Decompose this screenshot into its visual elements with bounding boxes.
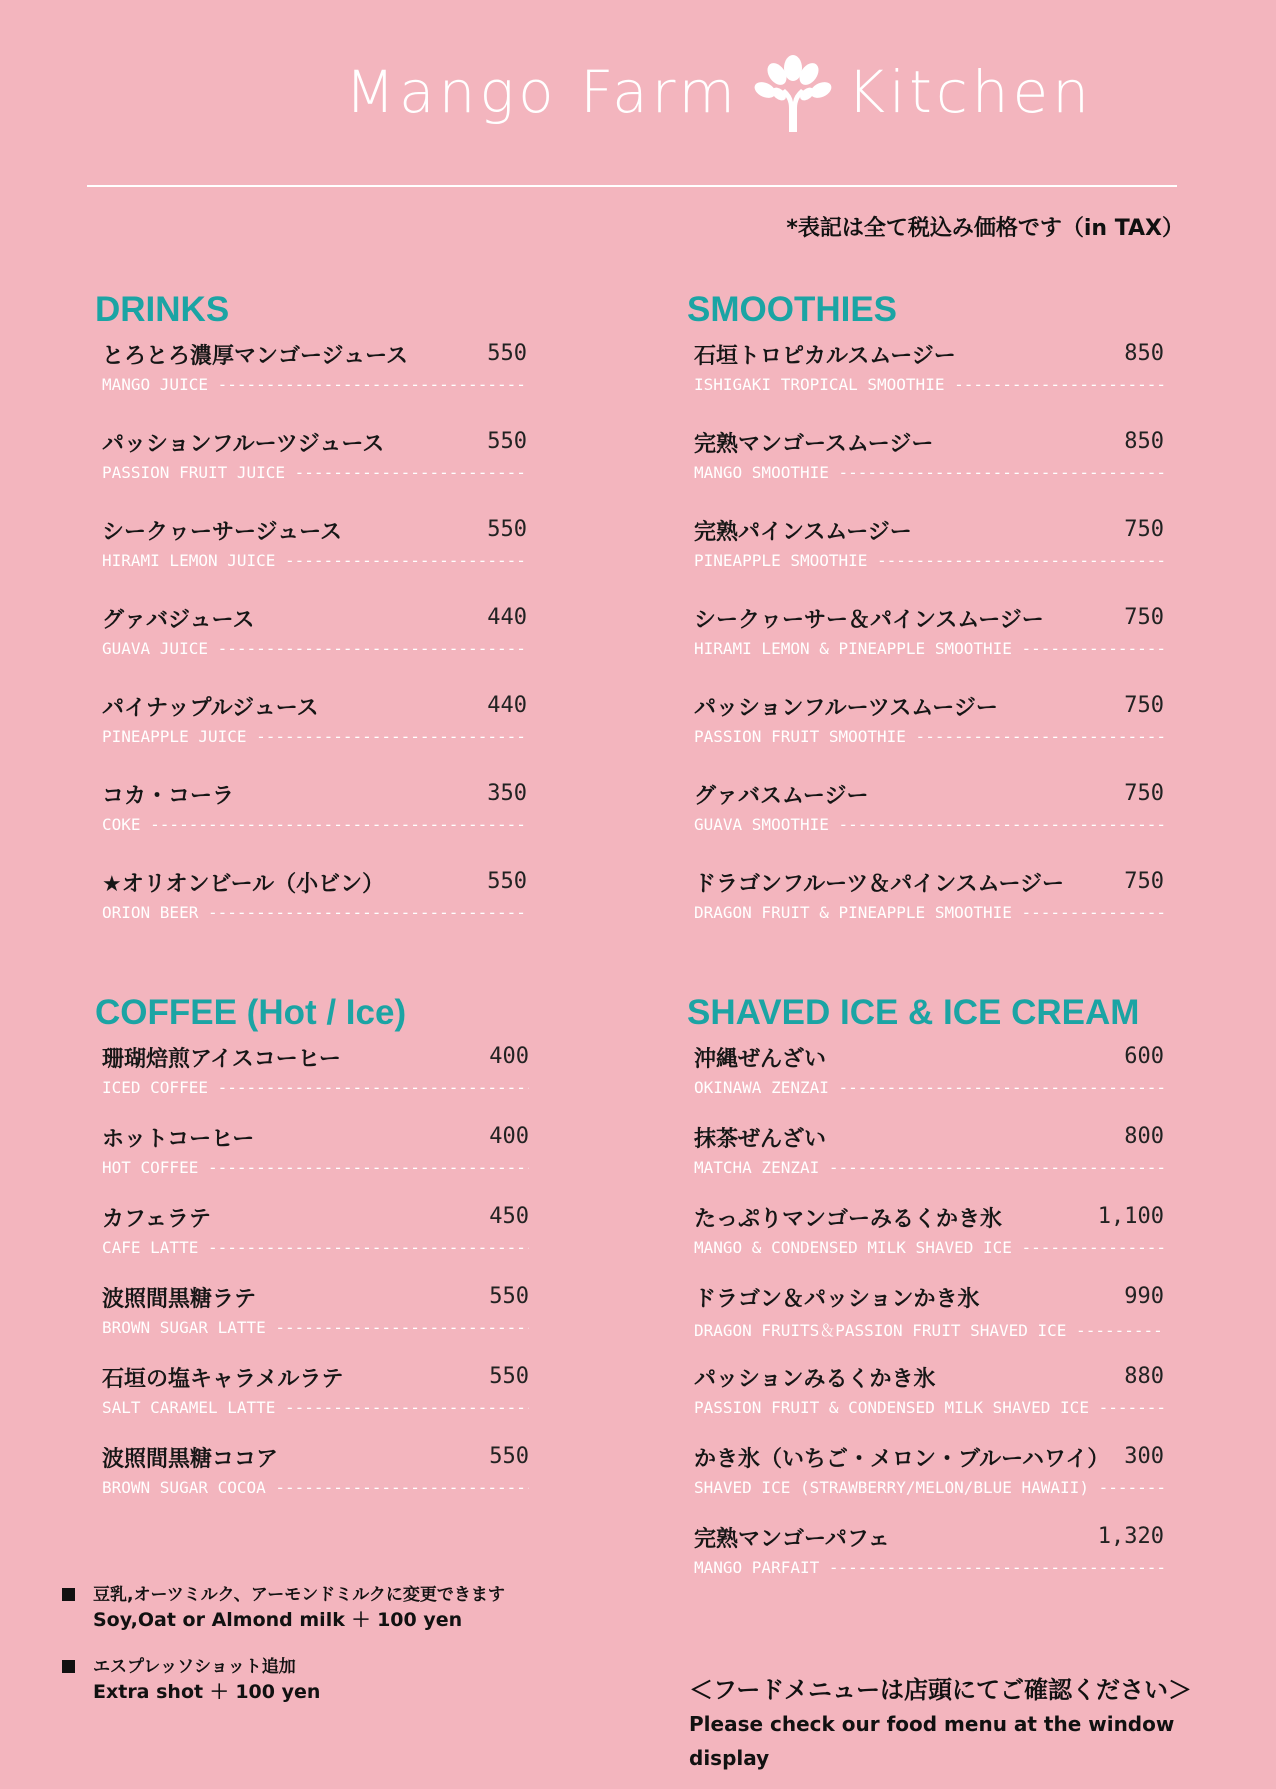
item-name-en: GUAVA SMOOTHIE ----- (694, 815, 1164, 834)
menu-item (95, 421, 527, 509)
note-item (62, 1583, 622, 1633)
menu-item (687, 861, 1164, 949)
menu-item (95, 861, 527, 949)
brand-logo (345, 52, 1177, 132)
item-price: 550 (487, 341, 527, 366)
square-bullet-icon (62, 1660, 75, 1673)
menu-item (687, 1356, 1164, 1436)
note-item (62, 1655, 622, 1705)
item-name-jp: ドラゴンフルーツ＆パインスムージー (694, 872, 1065, 897)
item-name-en: PINEAPPLE SMOOTHIE ----- (694, 551, 1164, 570)
item-name-en: ICED COFFEE ----- (102, 1078, 529, 1097)
item-name-jp: 石垣トロピカルスムージー (694, 344, 956, 369)
shaved-ice-section (687, 990, 1164, 1596)
item-name-jp: シークヮーサー＆パインスムージー (694, 608, 1044, 633)
item-name-en: ORION BEER ----- (102, 903, 527, 922)
item-name-jp: パッションフルーツスムージー (694, 696, 998, 721)
item-price: 400 (489, 1124, 529, 1149)
item-name-en: BROWN SUGAR LATTE ----- (102, 1318, 529, 1337)
item-price: 750 (1124, 693, 1164, 718)
menu-item (687, 1516, 1164, 1596)
section-title: SHAVED ICE & ICE CREAM (687, 993, 1140, 1032)
item-name-en: MANGO & CONDENSED MILK SHAVED ICE ----- (694, 1238, 1164, 1257)
item-price: 440 (487, 605, 527, 630)
item-name-en: PASSION FRUIT JUICE ----- (102, 463, 527, 482)
item-price: 750 (1124, 869, 1164, 894)
item-name-en: ISHIGAKI TROPICAL SMOOTHIE ----- (694, 375, 1164, 394)
menu-item (687, 1116, 1164, 1196)
note-jp: エスプレッソショット追加 (93, 1657, 296, 1677)
menu-item (95, 1196, 529, 1276)
item-price: 300 (1124, 1444, 1164, 1469)
item-price: 450 (489, 1204, 529, 1229)
item-name-jp: 完熟パインスムージー (694, 520, 912, 545)
item-name-jp: 完熟マンゴースムージー (694, 432, 934, 457)
item-name-en: HIRAMI LEMON JUICE ----- (102, 551, 527, 570)
item-price: 750 (1124, 781, 1164, 806)
item-price: 350 (487, 781, 527, 806)
item-name-en: PASSION FRUIT & CONDENSED MILK SHAVED ICE ----- (694, 1398, 1164, 1417)
item-price: 400 (489, 1044, 529, 1069)
menu-item (95, 509, 527, 597)
square-bullet-icon (62, 1588, 75, 1601)
item-price: 750 (1124, 605, 1164, 630)
item-name-en: MANGO JUICE ----- (102, 375, 527, 394)
item-price: 990 (1124, 1284, 1164, 1309)
item-name-jp: シークヮーサージュース (102, 520, 343, 545)
menu-item (95, 597, 527, 685)
section-title: DRINKS (95, 290, 230, 329)
item-name-en: SHAVED ICE (STRAWBERRY/MELON/BLUE HAWAII) ----- (694, 1478, 1164, 1497)
menu-item (687, 597, 1164, 685)
menu-item (687, 1196, 1164, 1276)
item-name-jp: パッションフルーツジュース (102, 432, 385, 457)
item-name-en: BROWN SUGAR COCOA ----- (102, 1478, 529, 1497)
tree-icon (745, 52, 841, 132)
item-price: 550 (487, 869, 527, 894)
item-name-jp: パッションみるくかき氷 (694, 1367, 936, 1392)
item-name-jp: 完熟マンゴーパフェ (694, 1527, 890, 1552)
header-divider (87, 185, 1177, 187)
menu-item (687, 1036, 1164, 1116)
item-price: 800 (1124, 1124, 1164, 1149)
item-name-jp: 抹茶ぜんざい (694, 1127, 827, 1152)
menu-item (687, 1436, 1164, 1516)
item-name-jp: とろとろ濃厚マンゴージュース (102, 344, 409, 369)
menu-item (95, 1356, 529, 1436)
menu-list (95, 333, 527, 949)
menu-item (95, 1276, 529, 1356)
food-menu-note (689, 1673, 1249, 1775)
note-en: Extra shot ＋ 100 yen (93, 1681, 321, 1703)
tax-note: *表記は全て税込み価格です（in TAX） (786, 216, 1184, 241)
item-name-jp: コカ・コーラ (102, 784, 235, 809)
menu-item (687, 509, 1164, 597)
item-price: 550 (489, 1364, 529, 1389)
item-name-en: MANGO PARFAIT ----- (694, 1558, 1164, 1577)
item-name-en: HOT COFFEE ----- (102, 1158, 529, 1177)
item-price: 550 (487, 429, 527, 454)
brand-name-left: Mango Farm (345, 58, 739, 126)
item-name-jp: パイナップルジュース (102, 696, 319, 721)
note-en: Soy,Oat or Almond milk ＋ 100 yen (93, 1609, 463, 1631)
item-name-en: OKINAWA ZENZAI ----- (694, 1078, 1164, 1097)
item-name-jp: ドラゴン＆パッションかき氷 (694, 1287, 980, 1312)
section-title: SMOOTHIES (687, 290, 898, 329)
item-price: 750 (1124, 517, 1164, 542)
item-name-jp: ホットコーヒー (102, 1127, 255, 1152)
item-name-en: MATCHA ZENZAI ----- (694, 1158, 1164, 1177)
coffee-notes (62, 1583, 622, 1727)
menu-item (95, 1116, 529, 1196)
item-price: 440 (487, 693, 527, 718)
food-menu-jp: ＜フードメニューは店頭にてご確認ください＞ (689, 1676, 1193, 1704)
item-name-en: MANGO SMOOTHIE ----- (694, 463, 1164, 482)
item-price: 1,320 (1097, 1524, 1164, 1549)
menu-item (687, 333, 1164, 421)
menu-item (687, 685, 1164, 773)
item-name-en: SALT CARAMEL LATTE ----- (102, 1398, 529, 1417)
item-name-en: GUAVA JUICE ----- (102, 639, 527, 658)
menu-item (95, 773, 527, 861)
item-name-jp: 波照間黒糖ラテ (102, 1287, 257, 1312)
menu-item (687, 773, 1164, 861)
smoothies-section (687, 287, 1164, 949)
item-price: 1,100 (1097, 1204, 1164, 1229)
menu-item (687, 1276, 1164, 1356)
menu-item (95, 685, 527, 773)
item-price: 850 (1124, 429, 1164, 454)
coffee-section (95, 990, 529, 1516)
item-name-jp: カフェラテ (102, 1207, 211, 1232)
section-title: COFFEE (Hot / Ice) (95, 993, 407, 1032)
menu-list (95, 1036, 529, 1516)
menu-list (687, 1036, 1164, 1596)
item-price: 850 (1124, 341, 1164, 366)
item-price: 550 (489, 1444, 529, 1469)
item-name-jp: 珊瑚焙煎アイスコーヒー (102, 1047, 341, 1072)
item-name-en: DRAGON FRUITS＆PASSION FRUIT SHAVED ICE ----- (694, 1318, 1164, 1341)
menu-list (687, 333, 1164, 949)
item-name-en: PINEAPPLE JUICE ----- (102, 727, 527, 746)
item-name-en: CAFE LATTE ----- (102, 1238, 529, 1257)
item-name-jp: かき氷（いちご・メロン・ブルーハワイ） (694, 1447, 1110, 1472)
drinks-section (95, 287, 527, 949)
item-name-en: PASSION FRUIT SMOOTHIE ----- (694, 727, 1164, 746)
food-menu-en: Please check our food menu at the window display (689, 1712, 1175, 1770)
item-name-en: HIRAMI LEMON & PINEAPPLE SMOOTHIE ----- (694, 639, 1164, 658)
item-price: 600 (1124, 1044, 1164, 1069)
item-price: 550 (489, 1284, 529, 1309)
item-name-jp: 石垣の塩キャラメルラテ (102, 1367, 344, 1392)
menu-item (95, 1036, 529, 1116)
item-price: 880 (1124, 1364, 1164, 1389)
brand-name-right: Kitchen (846, 58, 1093, 126)
item-name-en: COKE ----- (102, 815, 527, 834)
item-name-jp: 沖縄ぜんざい (694, 1047, 827, 1072)
item-name-jp: グァバスムージー (694, 784, 869, 809)
item-name-jp: 波照間黒糖ココア (102, 1447, 279, 1472)
item-name-jp: グァバジュース (102, 608, 255, 633)
item-price: 550 (487, 517, 527, 542)
item-name-jp: ★オリオンビール（小ビン） (102, 872, 385, 897)
note-jp: 豆乳,オーツミルク、アーモンドミルクに変更できます (93, 1585, 505, 1605)
item-name-en: DRAGON FRUIT & PINEAPPLE SMOOTHIE ----- (694, 903, 1164, 922)
menu-item (95, 1436, 529, 1516)
item-name-jp: たっぷりマンゴーみるくかき氷 (694, 1207, 1003, 1232)
menu-item (95, 333, 527, 421)
menu-item (687, 421, 1164, 509)
